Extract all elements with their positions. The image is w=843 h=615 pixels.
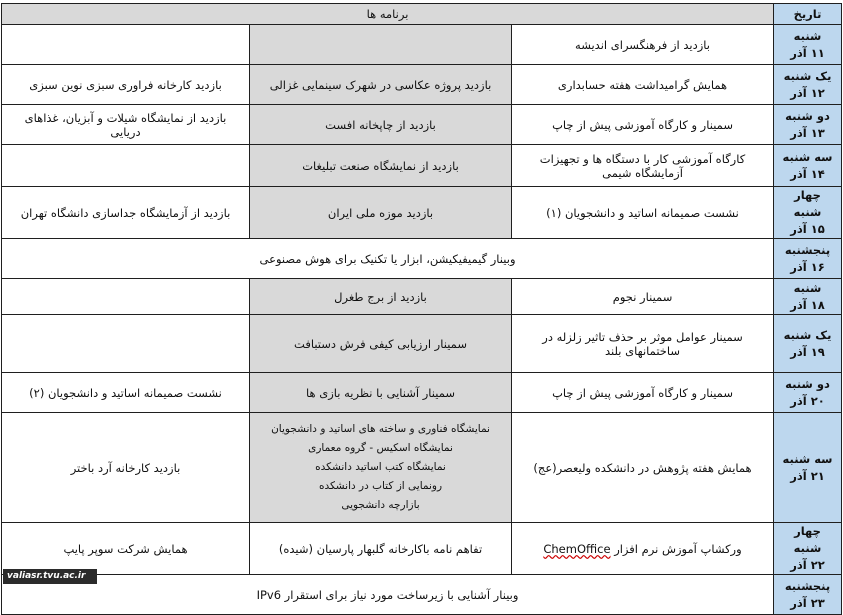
- program-cell-3: [2, 25, 250, 65]
- schedule-table: [1, 3, 842, 615]
- day-name: دو شنبه: [785, 108, 830, 123]
- header-row: [2, 4, 842, 25]
- program-cell-2: سمینار آشنایی با نظریه بازی ها: [250, 373, 512, 413]
- day-name: پنجشنبه: [784, 578, 831, 593]
- date-cell: [774, 373, 842, 413]
- schedule-row: [2, 239, 842, 279]
- schedule-row: [2, 523, 842, 575]
- program-cell-2: بازدید پروژه عکاسی در شهرک سینمایی غزالی: [250, 65, 512, 105]
- date-cell: [774, 65, 842, 105]
- header-date: تاریخ: [774, 4, 842, 25]
- day-date: ۱۶ آذر: [790, 259, 825, 274]
- day-date: ۱۵ آذر: [790, 222, 825, 236]
- date-cell: [774, 25, 842, 65]
- program-cell-2: بازدید از نمایشگاه صنعت تبلیغات: [250, 145, 512, 187]
- program-cell-1: سمینار عوامل موثر بر حذف تاثیر زلزله در ساختمانهای بلند: [512, 315, 774, 373]
- header-programs: برنامه ها: [2, 4, 774, 25]
- program-cell-1: سمینار و کارگاه آموزشی پیش از چاپ: [512, 105, 774, 145]
- date-cell: [774, 187, 842, 239]
- program-cell-3: [2, 145, 250, 187]
- program-cell-3: بازدید کارخانه فراوری سبزی نوین سبزی: [2, 65, 250, 105]
- program-list-item: نمایشگاه فناوری و ساخته های اساتید و دانشجویان: [271, 423, 490, 435]
- day-name: سه شنبه: [782, 149, 833, 164]
- day-name: پنجشنبه: [784, 242, 831, 257]
- program-list-item: نمایشگاه کتب اساتید دانشکده: [315, 461, 446, 473]
- program-cell-1: سمینار نجوم: [512, 279, 774, 315]
- day-date: ۱۳ آذر: [790, 125, 825, 140]
- program-cell-1: همایش گرامیداشت هفته حسابداری: [512, 65, 774, 105]
- software-name: ChemOffice: [543, 541, 611, 556]
- merged-program-cell: وبینار آشنایی با زیرساخت مورد نیاز برای استقرار IPv6: [2, 575, 774, 615]
- program-cell-2: سمینار ارزیابی کیفی فرش دستبافت: [250, 315, 512, 373]
- schedule-row: [2, 145, 842, 187]
- program-cell-1: کارگاه آموزشی کار با دستگاه ها و تجهیزات آزمایشگاه شیمی: [512, 145, 774, 187]
- program-cell-3: نشست صمیمانه اساتید و دانشجویان (۲): [2, 373, 250, 413]
- schedule-row: [2, 373, 842, 413]
- program-cell-3: همایش شرکت سوپر پایپ: [2, 523, 250, 575]
- day-name: سه شنبه: [782, 451, 833, 466]
- date-cell: [774, 145, 842, 187]
- schedule-row: [2, 279, 842, 315]
- day-date: ۱۸ آذر: [790, 297, 825, 312]
- schedule-row: [2, 105, 842, 145]
- day-name: دو شنبه: [785, 376, 830, 391]
- program-cell-3: بازدید کارخانه آرد باختر: [2, 413, 250, 523]
- day-date: ۱۹ آذر: [790, 344, 825, 359]
- program-cell-3: بازدید از نمایشگاه شیلات و آبزیان، غذاهای دریایی: [2, 105, 250, 145]
- watermark: valiasr.tvu.ac.ir: [3, 569, 97, 584]
- date-cell: [774, 279, 842, 315]
- program-cell-1: بازدید از فرهنگسرای اندیشه: [512, 25, 774, 65]
- program-cell-1: [512, 523, 774, 575]
- schedule-row: [2, 413, 842, 523]
- program-cell-2: بازدید از برج طغرل: [250, 279, 512, 315]
- schedule-row: [2, 315, 842, 373]
- day-date: ۲۱ آذر: [790, 468, 825, 483]
- program-cell-3: [2, 279, 250, 315]
- workshop-label: ورکشاپ آموزش نرم افزار: [614, 541, 742, 556]
- day-date: ۲۲ آذر: [790, 558, 825, 572]
- day-date: ۲۳ آذر: [790, 595, 825, 610]
- day-name: شنبه: [793, 280, 822, 295]
- program-cell-1: همایش هفته پژوهش در دانشکده ولیعصر(عج): [512, 413, 774, 523]
- day-name: یک شنبه: [783, 68, 832, 83]
- schedule-row: [2, 65, 842, 105]
- program-list-item: رونمایی از کتاب در دانشکده: [318, 480, 443, 492]
- schedule-row: [2, 575, 842, 615]
- program-cell-2: بازدید موزه ملی ایران: [250, 187, 512, 239]
- program-cell-2: تفاهم نامه باکارخانه گلبهار پارسیان (شیده): [250, 523, 512, 575]
- merged-program-cell: وبینار گیمیفیکیشن، ابزار یا تکنیک برای هوش مصنوعی: [2, 239, 774, 279]
- program-list-item: بازارچه دانشجویی: [341, 499, 420, 511]
- date-cell: [774, 105, 842, 145]
- day-date: ۲۰ آذر: [790, 393, 825, 408]
- program-list-item: نمایشگاه اسکیس - گروه معماری: [308, 442, 453, 454]
- program-cell-3: بازدید از آزمایشگاه جداسازی دانشگاه تهران: [2, 187, 250, 239]
- day-date: ۱۲ آذر: [790, 85, 825, 100]
- program-cell-3: [2, 315, 250, 373]
- date-cell: [774, 239, 842, 279]
- program-cell-2: [250, 25, 512, 65]
- day-name: یک شنبه: [783, 327, 832, 342]
- date-cell: [774, 413, 842, 523]
- day-date: ۱۴ آذر: [790, 166, 825, 181]
- date-cell: [774, 315, 842, 373]
- day-name: چهار شنبه: [793, 188, 822, 219]
- program-cell-1: نشست صمیمانه اساتید و دانشجویان (۱): [512, 187, 774, 239]
- program-cell-2: بازدید از چاپخانه افست: [250, 105, 512, 145]
- schedule-row: [2, 25, 842, 65]
- day-date: ۱۱ آذر: [790, 45, 825, 60]
- day-name: شنبه: [793, 28, 822, 43]
- date-cell: [774, 575, 842, 615]
- schedule-row: [2, 187, 842, 239]
- date-cell: [774, 523, 842, 575]
- day-name: چهار شنبه: [793, 524, 822, 555]
- program-cell-1: سمینار و کارگاه آموزشی پیش از چاپ: [512, 373, 774, 413]
- program-list-cell: [250, 413, 512, 523]
